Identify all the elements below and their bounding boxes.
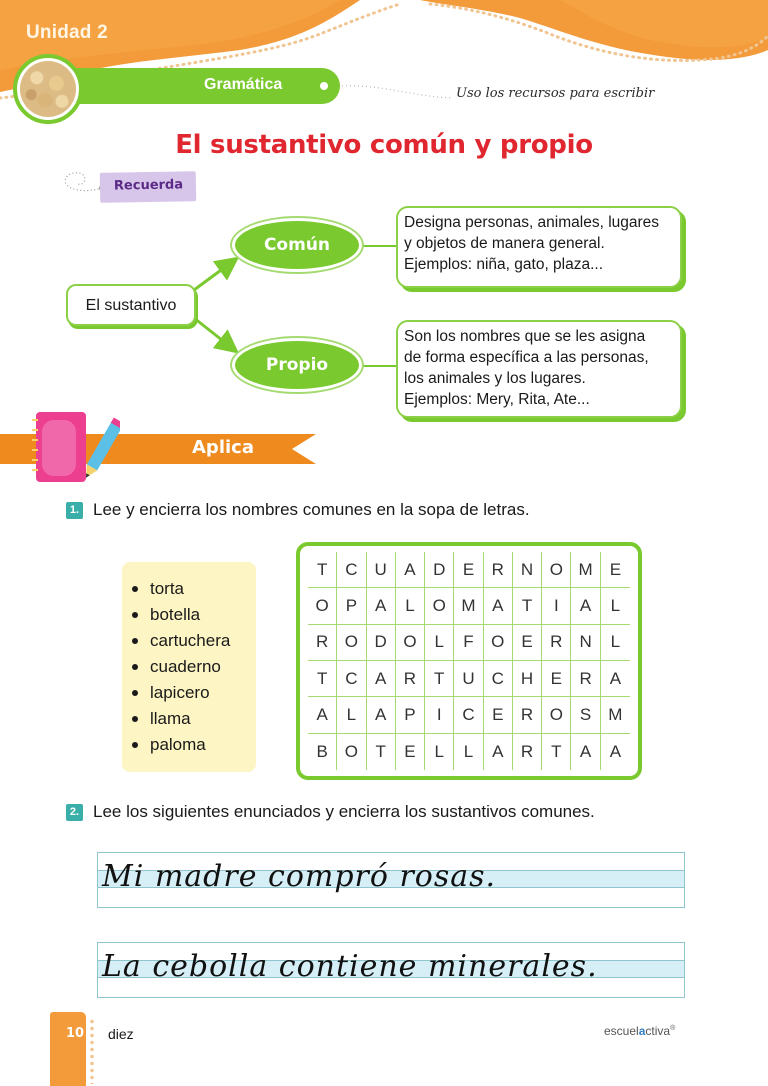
grid-cell[interactable]: L (454, 734, 483, 770)
page-title: El sustantivo común y propio (175, 130, 593, 160)
bullet-icon (132, 612, 138, 618)
grid-cell[interactable]: A (367, 697, 396, 733)
grid-cell[interactable]: L (601, 588, 630, 624)
definition-line: Ejemplos: niña, gato, plaza... (404, 256, 604, 273)
grid-cell[interactable]: A (484, 734, 513, 770)
grid-cell[interactable]: A (571, 734, 600, 770)
grid-cell[interactable]: A (308, 697, 337, 733)
grid-cell[interactable]: L (425, 734, 454, 770)
page-tab (50, 1012, 86, 1086)
grid-cell[interactable]: L (425, 625, 454, 661)
grid-cell[interactable]: R (513, 697, 542, 733)
grid-cell[interactable]: A (396, 552, 425, 588)
word: lapicero (150, 683, 210, 702)
header-decoration (0, 0, 768, 130)
definition-line: Ejemplos: Mery, Rita, Ate... (404, 391, 590, 408)
concept-node-propio (232, 338, 362, 392)
dotted-divider (90, 1018, 94, 1084)
grid-cell[interactable]: U (454, 661, 483, 697)
grid-cell[interactable]: R (542, 625, 571, 661)
section-bar (44, 68, 340, 104)
grid-cell[interactable]: T (367, 734, 396, 770)
grid-cell[interactable]: N (513, 552, 542, 588)
word: torta (150, 579, 185, 598)
grid-cell[interactable]: D (425, 552, 454, 588)
grid-cell[interactable]: E (542, 661, 571, 697)
sentence-text: Mi madre compró rosas. (102, 859, 497, 894)
grid-cell[interactable]: T (308, 661, 337, 697)
grid-cell[interactable]: I (542, 588, 571, 624)
word: botella (150, 605, 201, 624)
list-item (132, 680, 256, 706)
root-label: El sustantivo (85, 297, 177, 314)
word: cuaderno (150, 657, 221, 676)
grid-cell[interactable]: U (367, 552, 396, 588)
word-search-grid (308, 552, 630, 770)
exercise-2-instruction (66, 802, 595, 822)
section-subtitle: Uso los recursos para escribir (456, 86, 655, 101)
grid-cell[interactable]: C (484, 661, 513, 697)
grid-cell[interactable]: R (308, 625, 337, 661)
bullet-icon (132, 690, 138, 696)
node-label: Común (263, 235, 331, 255)
definition-line: los animales y los lugares. (404, 370, 586, 387)
grid-cell[interactable]: O (396, 625, 425, 661)
brand-text: ctiva (645, 1024, 671, 1038)
word: paloma (150, 735, 206, 754)
list-item (132, 628, 256, 654)
grid-cell[interactable]: P (396, 697, 425, 733)
definition-comun (396, 206, 682, 288)
grid-cell[interactable]: D (367, 625, 396, 661)
exercise-1-instruction (66, 500, 530, 520)
concept-node-comun (232, 218, 362, 272)
page-number: 10 (66, 1026, 85, 1041)
grid-cell[interactable]: A (484, 588, 513, 624)
list-item (132, 732, 256, 758)
grid-cell[interactable]: T (308, 552, 337, 588)
grid-cell[interactable]: M (571, 552, 600, 588)
grid-cell[interactable]: F (454, 625, 483, 661)
grid-cell[interactable]: E (454, 552, 483, 588)
grid-cell[interactable]: E (484, 697, 513, 733)
list-item (132, 706, 256, 732)
registered-mark: ® (670, 1025, 676, 1032)
word: llama (150, 709, 191, 728)
definition-line: Son los nombres que se les asigna (404, 328, 646, 345)
grid-cell[interactable]: O (337, 734, 366, 770)
grid-cell[interactable]: C (337, 552, 366, 588)
node-label: Propio (265, 355, 329, 375)
concept-root-node (66, 284, 196, 326)
grid-cell[interactable]: L (396, 588, 425, 624)
grid-cell[interactable]: A (571, 588, 600, 624)
instruction-text: Lee los siguientes enunciados y encierra los sustantivos comunes. (93, 802, 595, 821)
scrabble-tiles-image (13, 54, 83, 124)
section-label: Gramática (204, 76, 283, 93)
grid-cell[interactable]: H (513, 661, 542, 697)
list-item (132, 576, 256, 602)
grid-cell[interactable]: E (513, 625, 542, 661)
bullet-icon (132, 716, 138, 722)
grid-cell[interactable]: M (601, 697, 630, 733)
grid-cell[interactable]: O (484, 625, 513, 661)
exercise-number-badge: 1. (66, 502, 83, 519)
grid-cell[interactable]: T (513, 588, 542, 624)
grid-cell[interactable]: O (542, 697, 571, 733)
unit-label: Unidad 2 (26, 22, 108, 43)
grid-cell[interactable]: P (337, 588, 366, 624)
list-item (132, 654, 256, 680)
grid-cell[interactable]: B (308, 734, 337, 770)
sentence-text: La cebolla contiene minerales. (102, 949, 598, 984)
grid-cell[interactable]: L (337, 697, 366, 733)
grid-cell[interactable]: I (425, 697, 454, 733)
grid-cell[interactable]: C (337, 661, 366, 697)
grid-cell[interactable]: L (601, 625, 630, 661)
grid-cell[interactable]: T (542, 734, 571, 770)
bullet-icon (132, 638, 138, 644)
grid-cell[interactable]: R (571, 661, 600, 697)
grid-cell[interactable]: T (425, 661, 454, 697)
exercise-number-badge: 2. (66, 804, 83, 821)
aplica-label: Aplica (192, 437, 254, 458)
definition-line: y objetos de manera general. (404, 235, 605, 252)
grid-cell[interactable]: A (601, 661, 630, 697)
brand-text: escuel (604, 1024, 639, 1038)
publisher-logo (604, 1024, 675, 1038)
grid-cell[interactable]: A (367, 661, 396, 697)
notebook-pencil-icon (30, 410, 120, 486)
dot-icon (320, 82, 328, 90)
bullet-icon (132, 664, 138, 670)
brand-highlight: a (638, 1024, 646, 1038)
grid-cell[interactable]: O (542, 552, 571, 588)
grid-cell[interactable]: N (571, 625, 600, 661)
grid-cell[interactable]: S (571, 697, 600, 733)
word-search (296, 542, 642, 780)
sentence-line-2[interactable] (97, 942, 685, 998)
definition-propio (396, 320, 682, 418)
sentence-line-1[interactable] (97, 852, 685, 908)
word-list (122, 562, 256, 772)
bullet-icon (132, 586, 138, 592)
grid-cell[interactable]: R (484, 552, 513, 588)
grid-cell[interactable]: O (308, 588, 337, 624)
grid-cell[interactable]: R (513, 734, 542, 770)
grid-cell[interactable]: E (396, 734, 425, 770)
grid-cell[interactable]: M (454, 588, 483, 624)
definition-line: de forma específica a las personas, (404, 349, 649, 366)
instruction-text: Lee y encierra los nombres comunes en la sopa de letras. (93, 500, 530, 519)
grid-cell[interactable]: A (609, 741, 622, 761)
list-item (132, 602, 256, 628)
grid-cell[interactable]: O (337, 625, 366, 661)
grid-cell[interactable]: E (601, 552, 630, 588)
page-word: diez (108, 1026, 134, 1042)
grid-cell[interactable]: C (454, 697, 483, 733)
grid-cell[interactable]: O (425, 588, 454, 624)
word: cartuchera (150, 631, 231, 650)
bullet-icon (132, 742, 138, 748)
definition-line: Designa personas, animales, lugares (404, 214, 660, 231)
grid-cell[interactable]: A (367, 588, 396, 624)
grid-cell[interactable]: R (396, 661, 425, 697)
recuerda-label: Recuerda (113, 177, 184, 194)
recuerda-tag (100, 171, 197, 203)
